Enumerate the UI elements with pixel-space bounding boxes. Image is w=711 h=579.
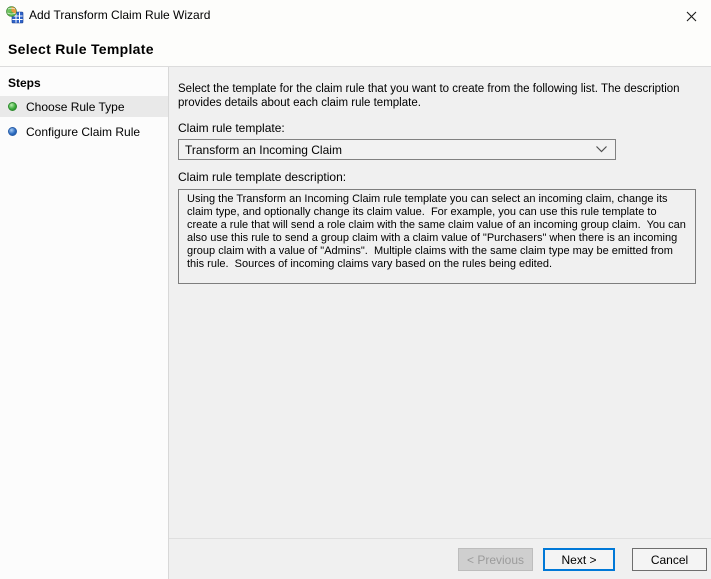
- close-icon[interactable]: [681, 6, 701, 26]
- steps-heading: Steps: [8, 76, 41, 90]
- step-bullet-blue-icon: [8, 127, 17, 136]
- template-description-box: [178, 189, 696, 284]
- step-choose-rule-type: [0, 96, 168, 117]
- next-button[interactable]: Next >: [543, 548, 615, 571]
- description-label: Claim rule template description:: [178, 170, 347, 184]
- steps-sidebar: [0, 67, 168, 579]
- template-description-text: Using the Transform an Incoming Claim rule template you can select an incoming claim, change its claim type, and optionally change its claim value. For example, you can use this rule template to create a rule that will send a role claim with the same claim value of an incoming group claim. You can also use this rule to send a group claim with a claim value of "Purchasers" when there is an incoming group claim with a value of "Admins". Multiple claims with the same claim type may be emitted from this rule. Sources of incoming claims vary based on the rules being edited.: [187, 193, 689, 270]
- main-content: [169, 67, 711, 579]
- adfs-claim-rule-icon: [6, 6, 24, 24]
- dropdown-selected-value: Transform an Incoming Claim: [185, 142, 342, 157]
- claim-rule-template-dropdown[interactable]: [178, 139, 616, 160]
- step-bullet-green-icon: [8, 102, 17, 111]
- step-label: Choose Rule Type: [26, 99, 125, 114]
- cancel-button[interactable]: Cancel: [632, 548, 707, 571]
- page-title: Select Rule Template: [8, 41, 154, 57]
- claim-rule-template-label: Claim rule template:: [178, 121, 285, 135]
- step-configure-claim-rule: [0, 121, 168, 142]
- footer-separator: [169, 538, 711, 539]
- intro-text: Select the template for the claim rule that you want to create from the following list. The description provides details about each claim rule template.: [178, 83, 680, 109]
- step-label: Configure Claim Rule: [26, 124, 141, 139]
- title-bar: [0, 0, 711, 30]
- previous-button[interactable]: < Previous: [458, 548, 533, 571]
- chevron-down-icon: [596, 146, 615, 153]
- window-title: Add Transform Claim Rule Wizard: [29, 8, 211, 22]
